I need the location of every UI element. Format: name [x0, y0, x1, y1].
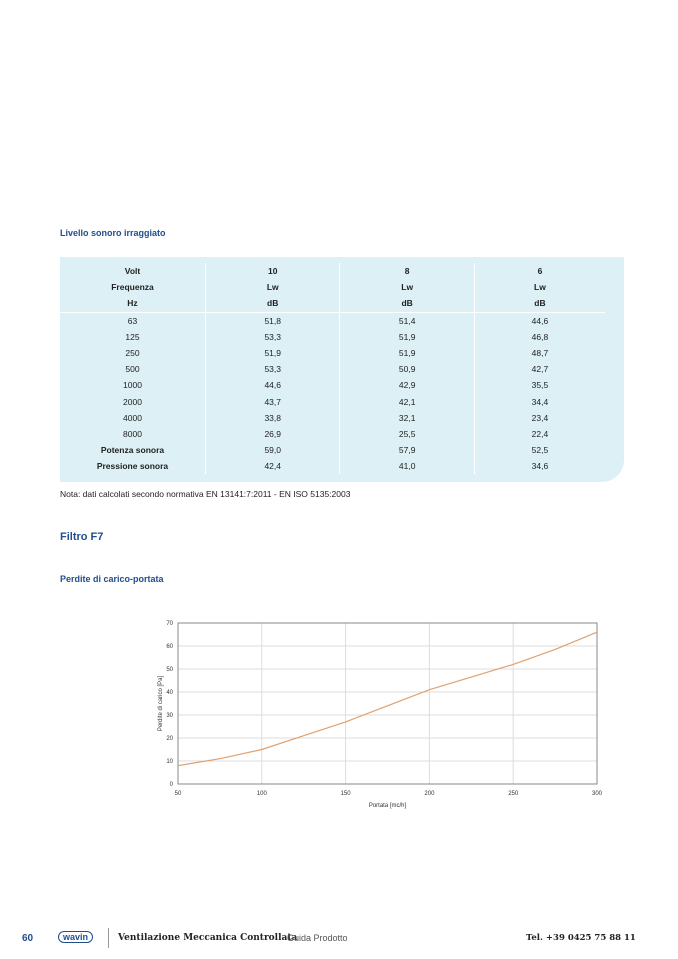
table-cell: 44,6	[206, 377, 340, 393]
x-tick-label: 100	[256, 791, 267, 797]
table-row	[60, 329, 605, 345]
footer-divider	[108, 928, 109, 948]
y-tick-label: 0	[169, 782, 173, 788]
table-cell: 33,8	[206, 410, 340, 426]
table-cell: 53,3	[206, 329, 340, 345]
table-cell: 48,7	[474, 345, 605, 361]
header-cell: Volt	[124, 266, 141, 277]
table-cell: 51,9	[340, 329, 474, 345]
table-note: Nota: dati calcolati secondo normativa EN 13141:7:2011 - EN ISO 5135:2003	[60, 489, 351, 499]
table-cell: 42,4	[206, 458, 340, 474]
table-cell: 51,9	[206, 345, 340, 361]
header-cell: dB	[340, 295, 474, 312]
table-row	[60, 361, 605, 377]
table-row	[60, 442, 605, 458]
table-cell: 43,7	[206, 394, 340, 410]
chart-title: Perdite di carico-portata	[60, 574, 164, 584]
y-axis-label: Perdite di carico [Pa]	[158, 675, 164, 732]
section-title-filter: Filtro F7	[60, 531, 104, 543]
table-row	[60, 410, 605, 426]
table-cell: 23,4	[474, 410, 605, 426]
table-cell: Potenza sonora	[100, 445, 165, 456]
series-line	[178, 632, 597, 765]
plot-frame	[178, 623, 597, 784]
wavin-logo: wavin	[58, 931, 93, 943]
table-cell: 51,9	[340, 345, 474, 361]
section-title-sound: Livello sonoro irraggiato	[60, 228, 166, 238]
x-tick-label: 50	[174, 791, 182, 797]
table-cell: 26,9	[206, 426, 340, 442]
table-cell: 57,9	[340, 442, 474, 458]
table-cell: 63	[60, 312, 206, 329]
header-cell: Hz	[127, 298, 138, 309]
header-cell: Frequenza	[111, 282, 154, 293]
footer-phone: Tel. +39 0425 75 88 11	[526, 933, 636, 943]
header-row	[60, 295, 605, 312]
x-tick-label: 150	[340, 791, 351, 797]
footer-title: Ventilazione Meccanica Controllata	[118, 933, 298, 943]
table-cell: 250	[125, 348, 140, 359]
table-cell: 25,5	[340, 426, 474, 442]
footer-subtitle: Guida Prodotto	[287, 933, 348, 943]
table-cell: 35,5	[474, 377, 605, 393]
y-tick-label: 40	[166, 690, 173, 696]
page-number: 60	[22, 933, 34, 944]
header-row	[60, 279, 605, 295]
table-cell: 42,1	[340, 394, 474, 410]
y-tick-label: 70	[166, 621, 173, 627]
table-cell: 59,0	[206, 442, 340, 458]
y-tick-label: 20	[166, 736, 173, 742]
header-cell: 8	[340, 263, 474, 279]
pressure-loss-chart	[150, 615, 610, 815]
table-cell: 125	[125, 331, 140, 342]
header-cell: 10	[206, 263, 340, 279]
table-cell: 8000	[123, 428, 142, 439]
x-tick-label: 300	[591, 791, 603, 797]
table-cell: 2000	[123, 396, 142, 407]
x-axis-label: Portata [mc/h]	[368, 803, 407, 809]
table-cell: 51,8	[206, 312, 340, 329]
table-cell: Pressione sonora	[96, 461, 169, 472]
table-cell: 500	[125, 364, 140, 375]
header-cell: Lw	[340, 279, 474, 295]
table-cell: 42,7	[474, 361, 605, 377]
header-cell: Lw	[206, 279, 340, 295]
table-cell: 34,4	[474, 394, 605, 410]
y-tick-label: 10	[166, 759, 173, 765]
y-tick-label: 60	[166, 644, 173, 650]
table-row	[60, 312, 605, 329]
table-cell: 4000	[123, 412, 142, 423]
table-cell: 32,1	[340, 410, 474, 426]
x-tick-label: 250	[508, 791, 519, 797]
table-cell: 22,4	[474, 426, 605, 442]
table-row	[60, 345, 605, 361]
table-cell: 51,4	[340, 312, 474, 329]
table-cell: 41,0	[340, 458, 474, 474]
y-tick-label: 30	[166, 713, 173, 719]
header-cell: dB	[206, 295, 340, 312]
table-row	[60, 458, 605, 474]
table-cell: 34,6	[474, 458, 605, 474]
header-cell: Lw	[474, 279, 605, 295]
table-cell: 42,9	[340, 377, 474, 393]
header-cell: dB	[474, 295, 605, 312]
table-cell: 1000	[123, 380, 142, 391]
table-cell: 50,9	[340, 361, 474, 377]
table-row	[60, 426, 605, 442]
footer	[0, 930, 678, 950]
table-cell: 46,8	[474, 329, 605, 345]
y-tick-label: 50	[166, 667, 173, 673]
table-cell: 44,6	[474, 312, 605, 329]
table-row	[60, 394, 605, 410]
x-tick-label: 200	[424, 791, 435, 797]
table-cell: 53,3	[206, 361, 340, 377]
table-cell: 52,5	[474, 442, 605, 458]
table-row	[60, 377, 605, 393]
sound-table	[60, 257, 624, 482]
header-cell: 6	[474, 263, 605, 279]
header-row	[60, 263, 605, 279]
